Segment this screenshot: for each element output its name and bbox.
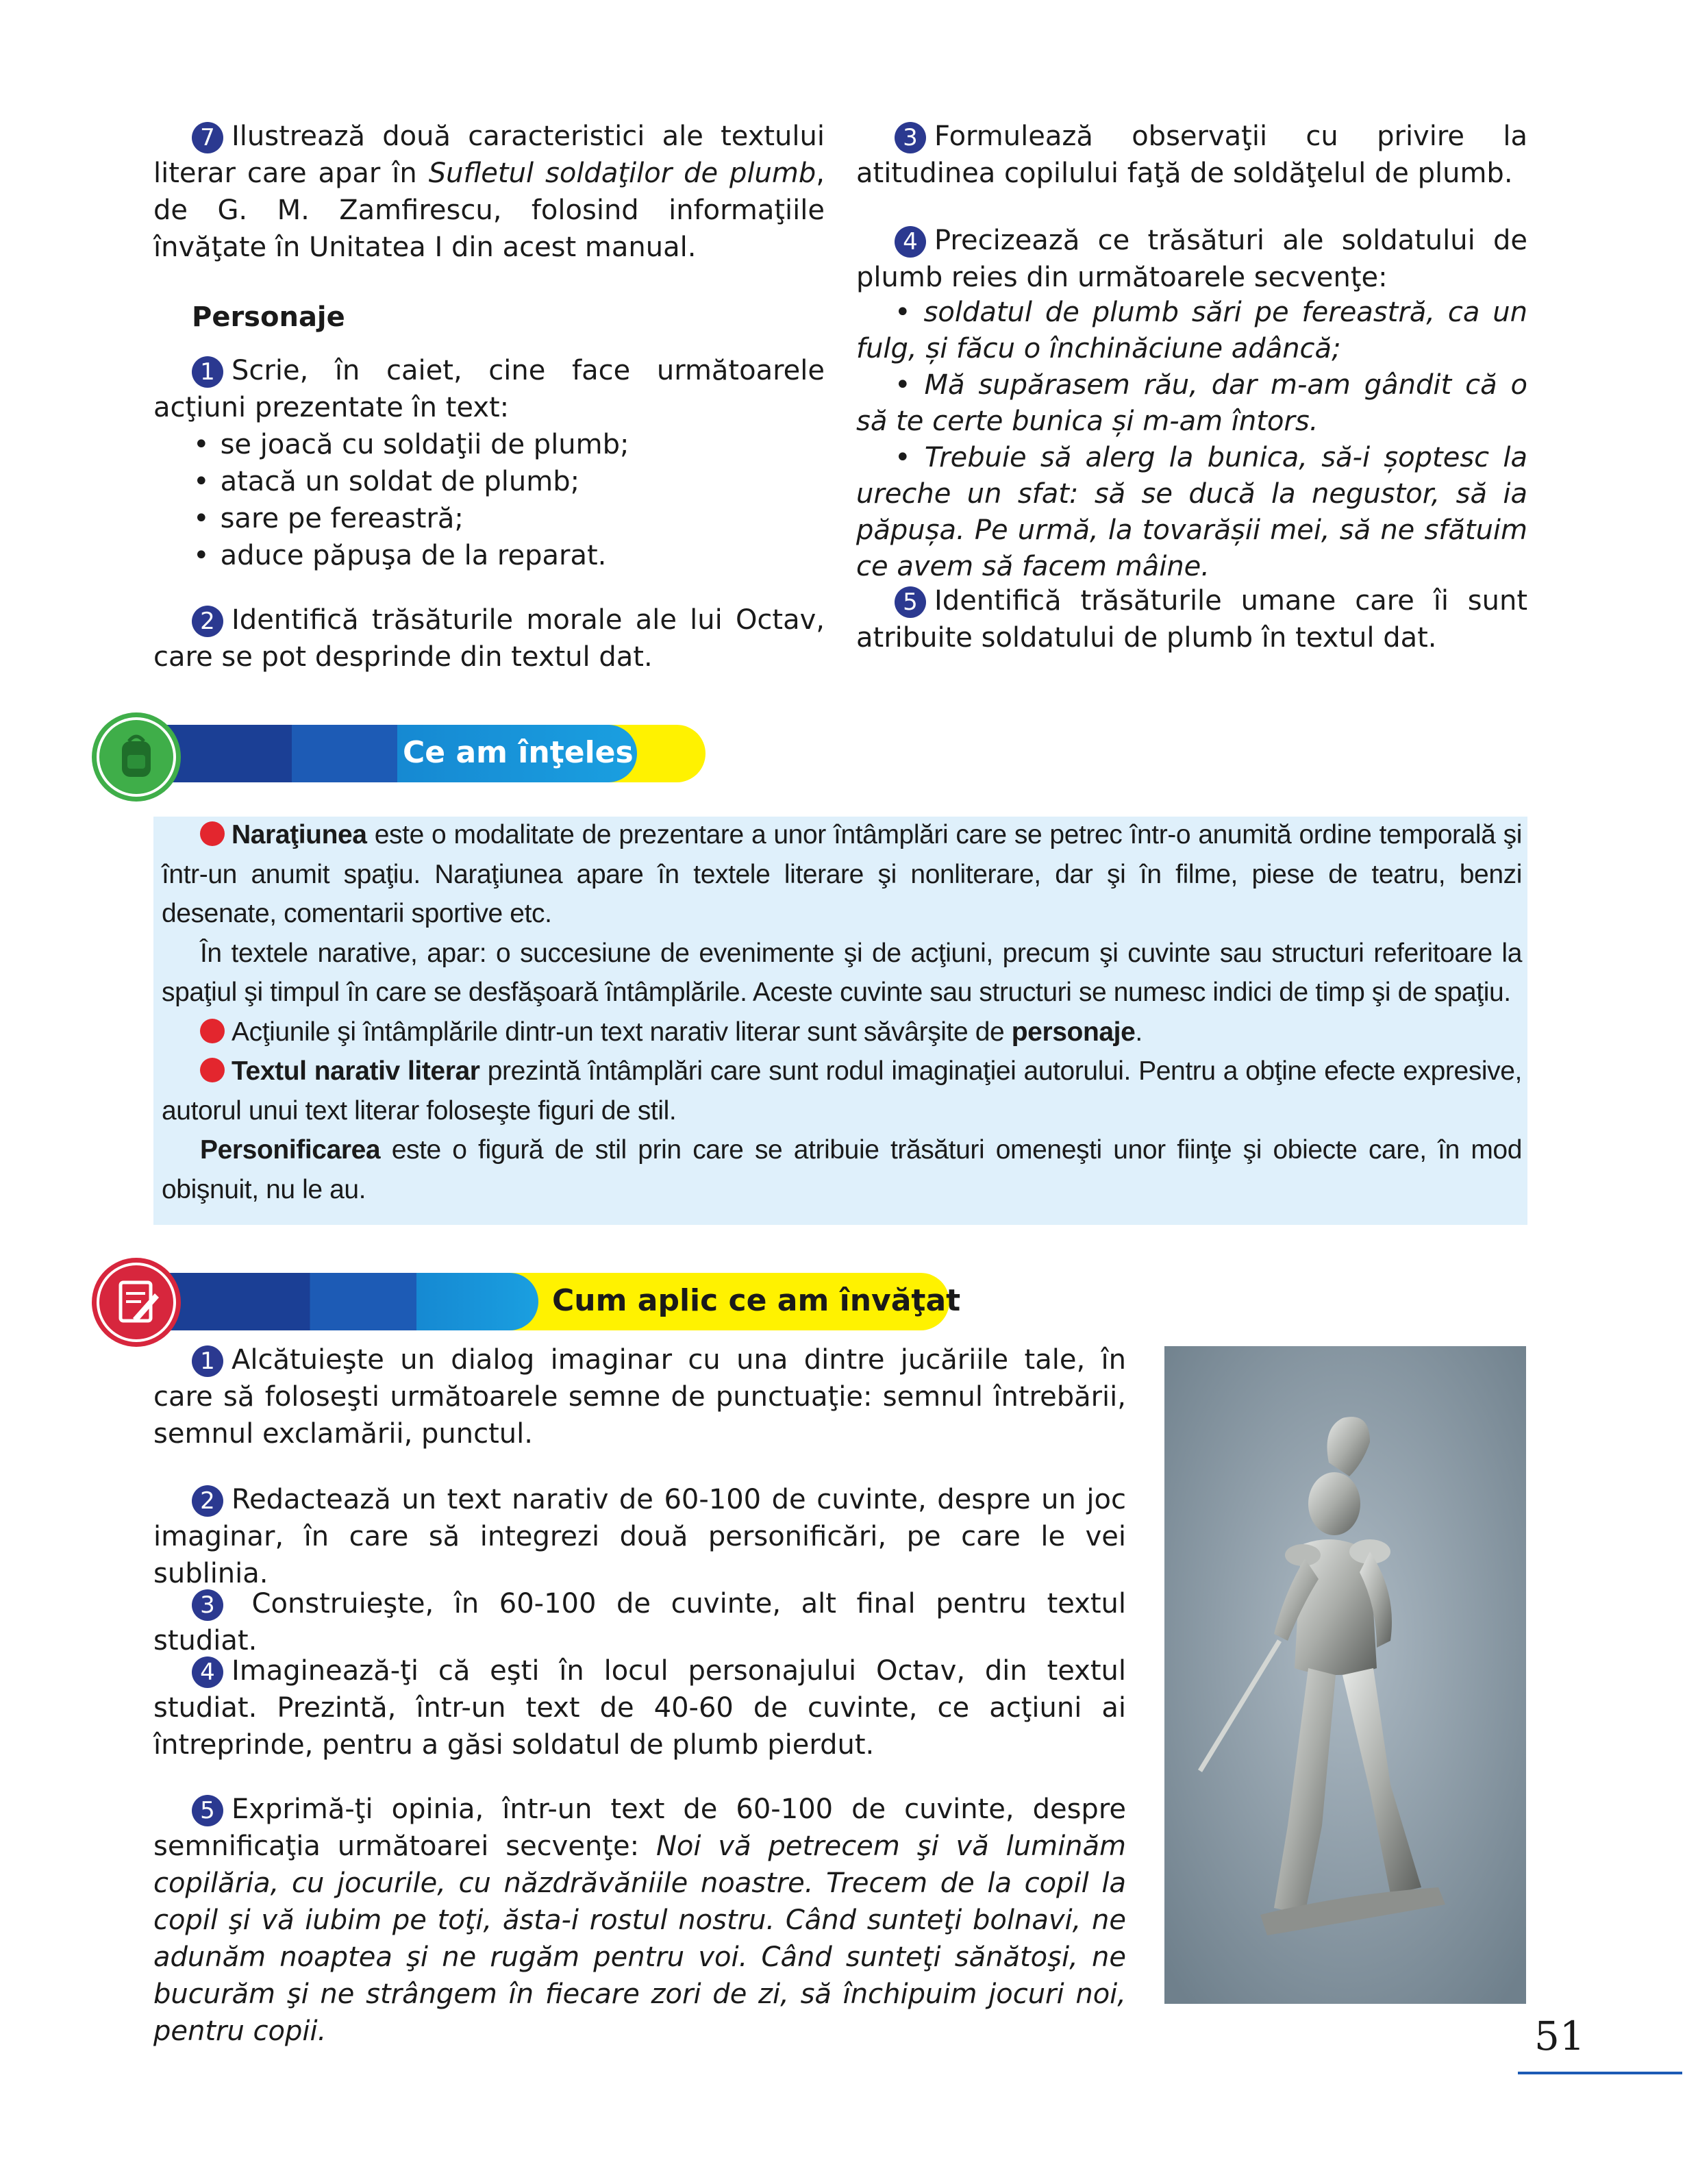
question-7: 7 Ilustrează două caracteristici ale textului literar care apar în Sufletul soldaţilor de plumb, de G. M. Zamfirescu, folosind informaţiile învăţate în Unitatea I din acest manual. xyxy=(153,121,825,263)
question-5: 5 Identifică trăsăturile umane care îi sunt atribuite soldatului de plumb în textul dat. xyxy=(856,585,1527,654)
list-item: • sare pe fereastră; xyxy=(193,500,629,537)
quote-item: • Mă supărasem rău, dar m-am gândit că o să te certe bunica și m-am întors. xyxy=(856,369,1527,437)
question-1: 1 Scrie, în caiet, cine face următoarele acţiuni prezentate în text: xyxy=(153,355,825,423)
apply-question-2: 2 Redactează un text narativ de 60-100 de cuvinte, despre un joc imaginar, în care să integrezi două personificări, pe care le vei sublinia. xyxy=(153,1484,1126,1589)
question-4: 4 Precizează ce trăsături ale soldatului de plumb reies din următoarele secvenţe: xyxy=(856,225,1527,293)
list-item: • aduce păpuşa de la reparat. xyxy=(193,537,629,574)
quote-item: • Trebuie să alerg la bunica, să-i șoptesc la ureche un sfat: să se ducă la negustor, să ia păpușa. Pe urmă, la tovarășii mei, să ne sfătuim ce avem să facem mâine. xyxy=(856,442,1527,582)
section-apply-title: Cum aplic ce am învăţat xyxy=(552,1283,961,1318)
number-badge: 4 xyxy=(192,1656,223,1688)
paragraph-actiunile: Acţiunile şi întâmplările dintr-un text narativ literar sunt săvârşite de personaje. xyxy=(162,1013,1522,1052)
banner-blue xyxy=(158,1273,538,1330)
writing-icon xyxy=(92,1258,181,1347)
number-badge: 4 xyxy=(895,226,926,258)
quote-list xyxy=(856,295,1527,585)
bullet-dot-icon xyxy=(200,821,225,846)
bullet-dot-icon xyxy=(200,1019,225,1043)
number-badge: 1 xyxy=(192,356,223,388)
quote-item: • soldatul de plumb sări pe fereastră, ca un fulg, și făcu o închinăciune adâncă; xyxy=(856,297,1528,364)
info-box-text xyxy=(162,815,1522,1209)
tin-soldier-photo xyxy=(1164,1346,1526,2004)
paragraph-personificarea: Personificarea este o figură de stil prin care se atribuie trăsături omeneşti unor fiinţe şi obiecte care, în mod obişnuit, nu le au. xyxy=(162,1135,1522,1204)
number-badge: 3 xyxy=(192,1589,223,1621)
number-badge: 1 xyxy=(192,1345,223,1377)
paragraph-texte-narative: În textele narative, apar: o succesiune de evenimente şi de acţiuni, precum şi cuvinte sau structuri referitoare la spaţiul şi timpul în care se desfăşoară întâmplările. Aceste cuvinte sau structuri se numesc indici de timp şi de spaţiu. xyxy=(162,938,1522,1007)
actions-list xyxy=(193,426,629,574)
personaje-heading: Personaje xyxy=(192,301,345,333)
bullet-dot-icon xyxy=(200,1058,225,1082)
backpack-icon xyxy=(92,712,181,802)
number-badge: 2 xyxy=(192,606,223,637)
list-item: • atacă un soldat de plumb; xyxy=(193,463,629,500)
paragraph-naratiunea: Naraţiunea este o modalitate de prezentare a unor întâmplări care se petrec într-o anumită ordine temporală şi într-un anumit spaţiu. Naraţiunea apare în textele literare şi nonliterare, dar şi în filme, piese de teatru, benzi desenate, comentarii sportive etc. xyxy=(162,820,1522,928)
apply-question-4: 4 Imaginează-ţi că eşti în locul personajului Octav, din textul studiat. Prezintă, într-un text de 40-60 de cuvinte, ce acţiuni ai întreprinde, pentru a găsi soldatul de plumb pierdut. xyxy=(153,1655,1126,1761)
apply-question-3: 3 Construieşte, în 60-100 de cuvinte, alt final pentru textul studiat. xyxy=(153,1588,1126,1656)
number-badge: 3 xyxy=(895,122,926,153)
story-title: Sufletul soldaţilor de plumb xyxy=(428,158,816,189)
page-number-rule xyxy=(1518,2072,1682,2074)
number-badge: 2 xyxy=(192,1485,223,1517)
number-badge: 5 xyxy=(192,1795,223,1826)
page-number: 51 xyxy=(1534,2013,1585,2059)
section-understood-title: Ce am înţeles xyxy=(403,735,634,770)
number-badge: 7 xyxy=(192,122,223,153)
apply-question-5: 5 Exprimă-ţi opinia, într-un text de 60-100 de cuvinte, despre semnificaţia următoarei secvenţe: Noi vă petrecem şi vă luminăm copilăria, cu jocurile, cu năzdrăvăniile noastre. Trecem de la copil la copil şi vă iubim pe toţi, ăsta-i rostul nostru. Când sunteţi bolnavi, ne adunăm noaptea şi ne rugăm pentru voi. Când sunteţi sănătoşi, ne bucurăm şi ne strângem în fiecare zori de zi, să închipuim jocuri noi, pentru copii. xyxy=(153,1794,1127,2047)
apply-question-1: 1 Alcătuieşte un dialog imaginar cu una dintre jucăriile tale, în care să foloseşti următoarele semne de punctuaţie: semnul întrebării, semnul exclamării, punctul. xyxy=(153,1344,1126,1450)
list-item: • se joacă cu soldaţii de plumb; xyxy=(193,426,629,463)
question-2: 2 Identifică trăsăturile morale ale lui Octav, care se pot desprinde din textul dat. xyxy=(153,604,825,673)
number-badge: 5 xyxy=(895,586,926,618)
paragraph-textul-narativ: Textul narativ literar prezintă întâmplări care sunt rodul imaginaţiei autorului. Pentru a obţine efecte expresive, autorul unui text literar foloseşte figuri de stil. xyxy=(162,1056,1522,1126)
question-3: 3 Formulează observaţii cu privire la atitudinea copilului faţă de soldăţelul de plumb. xyxy=(856,121,1527,189)
